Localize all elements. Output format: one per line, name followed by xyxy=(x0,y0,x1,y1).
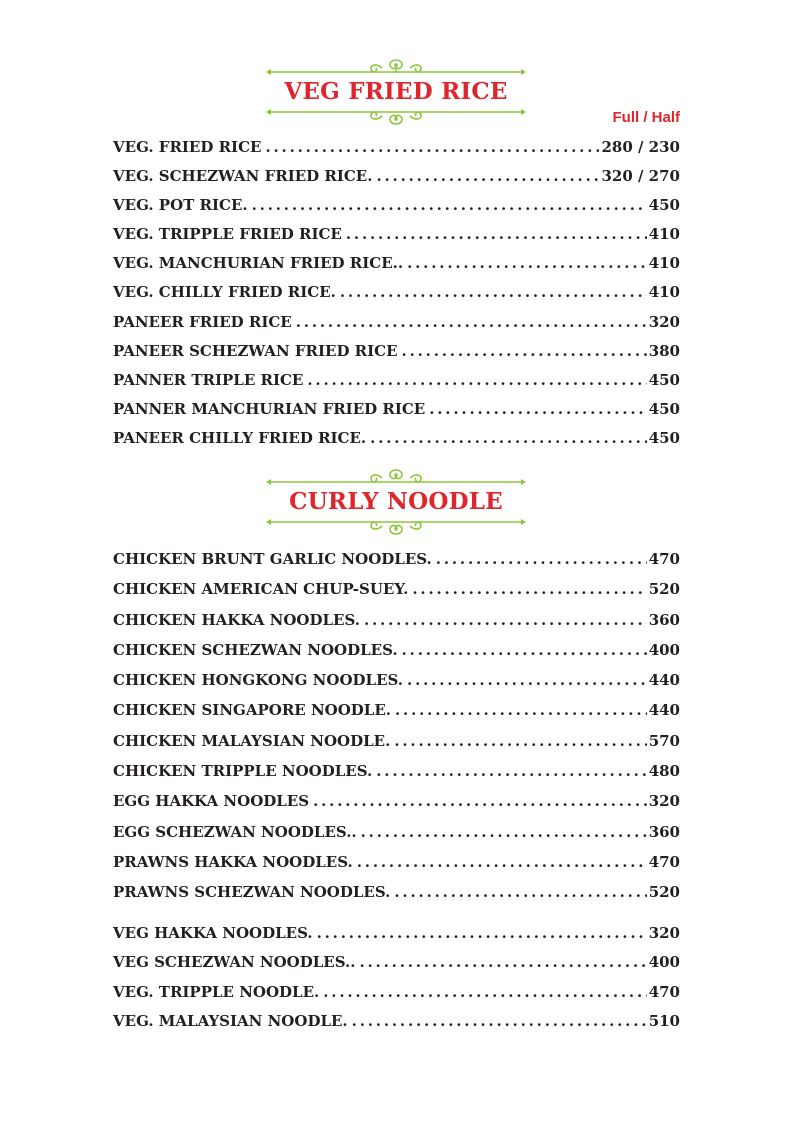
item-name: VEG. CHILLY FRIED RICE. xyxy=(113,283,336,302)
veg-fried-rice-list xyxy=(113,137,680,457)
dot-leader xyxy=(402,341,647,361)
item-price: 510 xyxy=(648,1011,680,1030)
dot-leader xyxy=(265,137,599,157)
dot-leader xyxy=(407,253,647,273)
item-name: EGG HAKKA NOODLES xyxy=(113,792,310,811)
item-price: 480 xyxy=(648,762,680,781)
dot-leader xyxy=(352,1011,647,1031)
dot-leader xyxy=(364,610,647,630)
menu-item xyxy=(113,579,680,609)
item-name: VEG. MALAYSIAN NOODLE. xyxy=(113,1011,348,1030)
dot-leader xyxy=(394,882,646,902)
item-price: 570 xyxy=(648,731,680,750)
menu-item xyxy=(113,700,680,730)
item-name: PRAWNS SCHEZWAN NOODLES. xyxy=(113,883,391,902)
menu-item xyxy=(113,1011,680,1040)
item-price: 440 xyxy=(648,671,680,690)
dot-leader xyxy=(296,312,647,332)
dot-leader xyxy=(307,370,646,390)
item-name: VEG HAKKA NOODLES. xyxy=(113,924,313,942)
menu-item xyxy=(113,791,680,821)
item-name: VEG. MANCHURIAN FRIED RICE.. xyxy=(113,254,404,273)
item-name: CHICKEN SINGAPORE NOODLE. xyxy=(113,701,391,720)
veg-noodle-list xyxy=(113,923,680,1040)
dot-leader xyxy=(436,549,647,569)
item-name: VEG. POT RICE. xyxy=(113,196,248,215)
item-name: VEG. SCHEZWAN FRIED RICE. xyxy=(113,167,373,186)
menu-item xyxy=(113,923,680,952)
menu-item xyxy=(113,341,680,370)
section-title: VEG FRIED RICE xyxy=(284,78,508,105)
item-price: 520 xyxy=(648,580,680,599)
menu-item xyxy=(113,370,680,399)
menu-item xyxy=(113,640,680,670)
item-name: CHICKEN AMERICAN CHUP-SUEY. xyxy=(113,580,409,599)
item-price: 450 xyxy=(648,196,680,215)
menu-item xyxy=(113,137,680,166)
item-name: PANEER FRIED RICE xyxy=(113,312,292,331)
menu-item xyxy=(113,253,680,282)
dot-leader xyxy=(340,282,647,302)
item-price: 470 xyxy=(648,852,680,871)
dot-leader xyxy=(252,195,647,215)
ornament-bottom-icon xyxy=(264,516,528,538)
item-name: CHICKEN TRIPPLE NOODLES. xyxy=(113,762,373,781)
menu-item xyxy=(113,166,680,195)
menu-item xyxy=(113,399,680,428)
item-price: 440 xyxy=(648,701,680,720)
dot-leader xyxy=(361,822,647,842)
menu-item xyxy=(113,428,680,457)
item-name: VEG. TRIPPLE FRIED RICE xyxy=(113,225,342,244)
menu-item xyxy=(113,952,680,981)
dot-leader xyxy=(402,640,647,660)
item-name: PANEER CHILLY FRIED RICE. xyxy=(113,428,367,447)
item-price: 450 xyxy=(648,428,680,447)
item-price: 360 xyxy=(648,822,680,841)
dot-leader xyxy=(412,579,646,599)
item-name: VEG. TRIPPLE NOODLE. xyxy=(113,982,320,1001)
item-name: PANNER TRIPLE RICE xyxy=(113,370,304,389)
menu-item xyxy=(113,852,680,882)
item-name: CHICKEN HONGKONG NOODLES. xyxy=(113,671,404,690)
dot-leader xyxy=(376,761,646,781)
dot-leader xyxy=(376,166,599,186)
menu-item xyxy=(113,224,680,253)
non-veg-noodle-list xyxy=(113,549,680,913)
menu-item xyxy=(113,761,680,791)
item-name: CHICKEN MALAYSIAN NOODLE. xyxy=(113,731,391,750)
item-name: VEG. FRIED RICE xyxy=(113,138,262,156)
dot-leader xyxy=(323,982,646,1002)
dot-leader xyxy=(317,923,647,943)
item-price: 400 xyxy=(648,640,680,659)
ornament-top-icon xyxy=(264,466,528,488)
dot-leader xyxy=(429,399,646,419)
item-price: 320 xyxy=(648,792,680,811)
item-price: 520 xyxy=(648,883,680,902)
item-price: 470 xyxy=(648,550,680,568)
section-title: CURLY NOODLE xyxy=(289,488,503,515)
item-price: 320 / 270 xyxy=(601,167,680,186)
item-name: PANEER SCHEZWAN FRIED RICE xyxy=(113,341,398,360)
menu-item xyxy=(113,610,680,640)
menu-item xyxy=(113,282,680,311)
dot-leader xyxy=(407,670,647,690)
menu-item xyxy=(113,195,680,224)
item-name: CHICKEN HAKKA NOODLES. xyxy=(113,610,360,629)
menu-item xyxy=(113,549,680,579)
item-name: CHICKEN SCHEZWAN NOODLES. xyxy=(113,640,398,659)
menu-item xyxy=(113,882,680,912)
dot-leader xyxy=(394,731,646,751)
item-price: 400 xyxy=(648,953,680,972)
item-price: 410 xyxy=(648,283,680,302)
menu-item xyxy=(113,312,680,341)
item-name: CHICKEN BRUNT GARLIC NOODLES. xyxy=(113,550,432,568)
item-price: 450 xyxy=(648,370,680,389)
ornament-top-icon xyxy=(264,56,528,78)
item-price: 320 xyxy=(648,924,680,942)
dot-leader xyxy=(359,952,646,972)
item-name: PRAWNS HAKKA NOODLES. xyxy=(113,852,353,871)
item-price: 320 xyxy=(648,312,680,331)
dot-leader xyxy=(357,852,647,872)
dot-leader xyxy=(346,224,647,244)
section-heading-veg-fried-rice xyxy=(264,56,528,128)
item-name: PANNER MANCHURIAN FRIED RICE xyxy=(113,399,426,418)
dot-leader xyxy=(370,428,647,448)
menu-item xyxy=(113,982,680,1011)
section-heading-curly-noodle xyxy=(264,466,528,538)
item-name: EGG SCHEZWAN NOODLES.. xyxy=(113,822,357,841)
menu-item xyxy=(113,731,680,761)
item-price: 470 xyxy=(648,982,680,1001)
item-name: VEG SCHEZWAN NOODLES.. xyxy=(113,953,356,972)
item-price: 450 xyxy=(648,399,680,418)
item-price: 380 xyxy=(648,341,680,360)
menu-item xyxy=(113,822,680,852)
menu-item xyxy=(113,670,680,700)
ornament-bottom-icon xyxy=(264,106,528,128)
price-column-header: Full / Half xyxy=(612,109,680,126)
dot-leader xyxy=(395,700,647,720)
item-price: 280 / 230 xyxy=(601,138,680,156)
item-price: 410 xyxy=(648,254,680,273)
item-price: 410 xyxy=(648,225,680,244)
item-price: 360 xyxy=(648,610,680,629)
dot-leader xyxy=(313,791,647,811)
